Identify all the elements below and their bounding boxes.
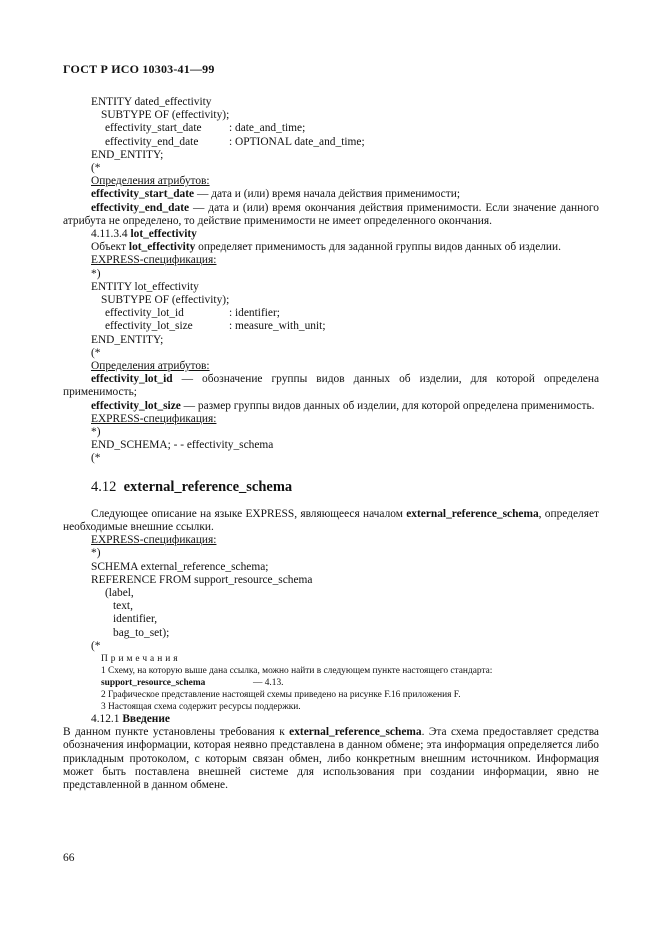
attribute-type: : identifier; [229,307,280,320]
code-attribute-line [63,320,599,333]
note-term: support_resource_schema [101,677,206,688]
express-heading: EXPRESS-спецификация: [91,412,217,425]
code-line: bag_to_set); [113,626,170,639]
code-line: REFERENCE FROM support_resource_schema [91,573,313,586]
code-line: (* [91,452,101,465]
text: , определяет необходимые внешние ссылки. [63,507,599,533]
page-number: 66 [63,852,75,864]
paragraph [63,241,599,254]
attribute-definition [63,400,599,413]
notes-heading: Примечания [101,653,181,664]
attribute-definition [63,188,599,201]
attribute-type: : OPTIONAL date_and_time; [229,135,365,148]
schema-term: external_reference_schema [406,507,539,520]
text: В данном пункте установлены требования к [63,726,290,739]
code-line: (* [91,639,101,652]
note-item: 2 Графическое представление настоящей схемы приведено на рисунке F.16 приложения F. [101,689,461,700]
attribute-type: : date_and_time; [229,122,306,135]
code-line: ENTITY dated_effectivity [91,96,212,108]
schema-term: external_reference_schema [289,726,422,739]
attribute-term: effectivity_start_date [91,188,195,201]
attribute-description: — размер группы видов данных об изделии, для которой определена применимость. [180,399,595,412]
paragraph [63,508,599,534]
subsection-title: lot_effectivity [130,228,197,241]
code-attribute-line [63,122,599,135]
code-line: SUBTYPE OF (effectivity); [101,294,230,307]
subsection-heading [63,713,599,726]
attribute-type: : measure_with_unit; [229,320,326,333]
code-line: ENTITY lot_effectivity [91,280,199,293]
code-line: END_ENTITY; [91,333,164,346]
note-item: 3 Настоящая схема содержит ресурсы поддержки. [101,701,301,712]
express-heading: EXPRESS-спецификация: [91,254,217,267]
attribute-term: effectivity_lot_id [91,373,173,386]
text: определяет применимость для заданной группы видов данных об изделии. [195,241,561,254]
document-header: ГОСТ Р ИСО 10303-41—99 [63,62,215,76]
code-line: (* [91,162,101,175]
note-reference: — 4.13. [253,677,284,688]
entity-term: lot_effectivity [128,241,196,254]
note-item: 1 Схему, на которую выше дана ссылка, можно найти в следующем пункте настоящего стандарта: [101,665,493,676]
text: Следующее описание на языке EXPRESS, являющееся началом [91,507,407,520]
note-reference-line [101,677,599,689]
section-heading [63,479,599,495]
attribute-name: effectivity_end_date [105,135,199,148]
attribute-name: effectivity_lot_size [105,320,193,333]
subsection-number: 4.12.1 [91,712,123,725]
attributes-heading: Определения атрибутов: [91,175,210,188]
attribute-description: — обозначение группы видов данных об изделии, для которой определена применимость; [63,373,599,399]
code-line: *) [91,426,101,439]
code-line: identifier, [113,613,158,626]
code-line: (* [91,346,101,359]
attribute-term: effectivity_lot_size [91,399,181,412]
express-heading: EXPRESS-спецификация: [91,534,217,547]
attribute-definition [63,202,599,228]
subsection-title: Введение [122,712,170,725]
text: Объект [91,241,129,254]
subsection-number: 4.11.3.4 [91,228,131,241]
text: . Эта схема предоставляет средства обозначения информации, которая неявно представлена в данном обмене; эта информация определяется либо прикладным протоколом, с которым связан обмен, либо конкретным внешним источником. Информация может быть поставлена внешней системе для использования при создании информации, явно не представленной в данном обмене. [63,726,599,791]
attribute-term: effectivity_end_date [91,201,190,214]
code-line: *) [91,267,101,280]
code-line: (label, [105,586,134,599]
paragraph [63,726,599,792]
notes-block [63,653,599,713]
code-line: SCHEMA external_reference_schema; [91,560,269,573]
code-attribute-line [63,136,599,149]
section-number: 4.12 [91,478,117,495]
attribute-description: — дата и (или) время окончания действия применимости. Если значение данного атрибута не определено, то действие применимости не имеет определенного окончания. [63,201,599,227]
code-line: text, [113,600,133,613]
section-title: external_reference_schema [123,478,293,495]
attribute-name: effectivity_lot_id [105,307,184,320]
subsection-heading [63,228,599,241]
code-line: *) [91,547,101,560]
code-line: END_ENTITY; [91,148,164,161]
attribute-description: — дата и (или) время начала действия применимости; [194,188,460,201]
attribute-name: effectivity_start_date [105,122,202,135]
attribute-definition [63,373,599,399]
attributes-heading: Определения атрибутов: [91,360,210,373]
code-attribute-line [63,307,599,320]
page-content [63,96,599,792]
code-line: SUBTYPE OF (effectivity); [101,109,230,122]
code-line: END_SCHEMA; - - effectivity_schema [91,439,274,452]
